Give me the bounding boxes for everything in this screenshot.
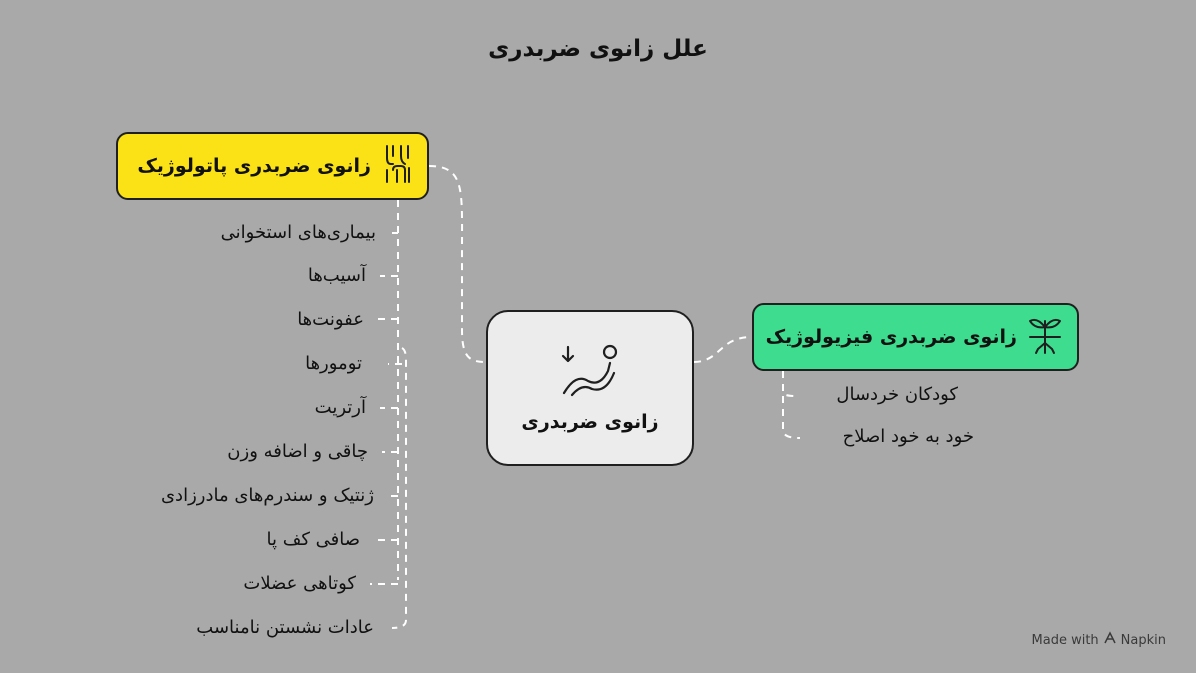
sprout-icon bbox=[1027, 315, 1063, 359]
diagram-title: علل زانوی ضربدری bbox=[488, 36, 708, 62]
physiological-item: خود به خود اصلاح bbox=[842, 426, 974, 447]
napkin-brand-text: Napkin bbox=[1120, 632, 1166, 648]
pathological-item: صافی کف پا bbox=[266, 529, 360, 550]
made-with-text: Made with bbox=[1031, 632, 1099, 648]
node-center[interactable] bbox=[486, 310, 694, 466]
pathological-item: ژنتیک و سندرم‌های مادرزادی bbox=[160, 485, 374, 506]
napkin-logo-icon bbox=[1103, 631, 1117, 649]
knee-bend-icon bbox=[558, 343, 622, 403]
physiological-item: کودکان خردسال bbox=[836, 384, 958, 405]
node-center-label: زانوی ضربدری bbox=[521, 411, 659, 433]
node-pathological-label: زانوی ضربدری پاتولوژیک bbox=[137, 155, 371, 177]
pathological-item: بیماری‌های استخوانی bbox=[220, 222, 376, 243]
pathological-item: تومورها bbox=[305, 353, 362, 374]
pathological-item: آسیب‌ها bbox=[307, 265, 366, 286]
pathological-item: عادات نشستن نامناسب bbox=[196, 617, 374, 638]
pathological-item: آرتریت bbox=[314, 397, 366, 418]
node-physiological[interactable] bbox=[752, 303, 1079, 371]
knee-joint-icon bbox=[381, 144, 415, 188]
node-pathological[interactable] bbox=[116, 132, 429, 200]
pathological-item: کوتاهی عضلات bbox=[243, 573, 356, 594]
pathological-item: عفونت‌ها bbox=[297, 309, 364, 330]
connector-center-physiological bbox=[694, 337, 752, 362]
node-physiological-label: زانوی ضربدری فیزیولوژیک bbox=[765, 326, 1017, 348]
trunk-physiological bbox=[783, 371, 795, 396]
napkin-branding[interactable] bbox=[1032, 631, 1166, 649]
connector-pathological-center bbox=[429, 166, 486, 362]
pathological-item: چاقی و اضافه وزن bbox=[227, 441, 368, 462]
